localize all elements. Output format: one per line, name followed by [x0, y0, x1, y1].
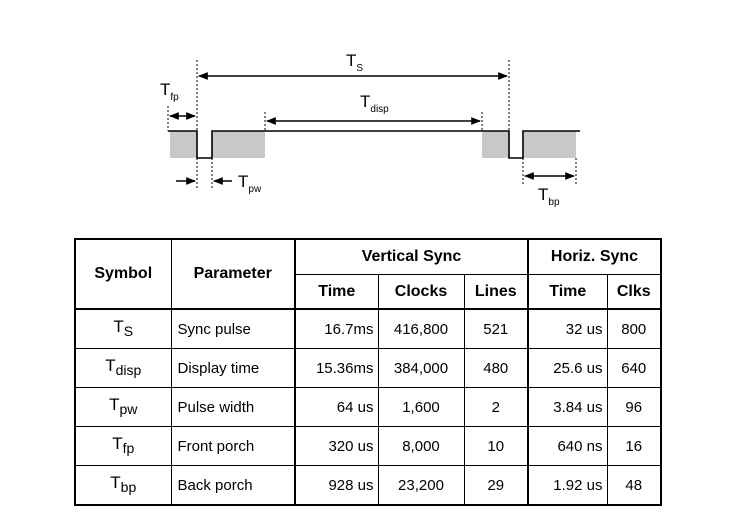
- v-time-cell: 928 us: [295, 466, 378, 506]
- header-v-time: Time: [295, 275, 378, 310]
- v-clocks-cell: 8,000: [378, 427, 464, 466]
- v-lines-cell: 480: [464, 349, 528, 388]
- v-time-cell: 64 us: [295, 388, 378, 427]
- v-clocks-cell: 384,000: [378, 349, 464, 388]
- header-v-clocks: Clocks: [378, 275, 464, 310]
- symbol-cell: $T_{fp}$: [75, 427, 171, 466]
- table-row: [75, 427, 661, 466]
- v-time-cell: 320 us: [295, 427, 378, 466]
- v-lines-cell: 10: [464, 427, 528, 466]
- header-parameter: Parameter: [171, 239, 295, 309]
- h-time-cell: 640 ns: [528, 427, 607, 466]
- v-lines-cell: 521: [464, 309, 528, 349]
- v-time-cell: 16.7ms: [295, 309, 378, 349]
- h-time-cell: 32 us: [528, 309, 607, 349]
- guide-lines: [168, 60, 576, 190]
- parameter-cell: Pulse width: [171, 388, 295, 427]
- header-v-lines: Lines: [464, 275, 528, 310]
- table-row: [75, 466, 661, 506]
- parameter-cell: Sync pulse: [171, 309, 295, 349]
- h-clks-cell: 640: [607, 349, 661, 388]
- v-time-cell: 15.36ms: [295, 349, 378, 388]
- table-row: [75, 388, 661, 427]
- header-vertical-sync: Vertical Sync: [295, 239, 528, 275]
- tdisp-label: $T_{disp}$: [360, 92, 389, 115]
- v-clocks-cell: 23,200: [378, 466, 464, 506]
- parameter-cell: Front porch: [171, 427, 295, 466]
- header-h-time: Time: [528, 275, 607, 310]
- front-porch-fill-right: [482, 131, 509, 158]
- tpw-label: $T_{pw}$: [238, 172, 262, 195]
- h-clks-cell: 48: [607, 466, 661, 506]
- h-time-cell: 3.84 us: [528, 388, 607, 427]
- symbol-cell: $T_{bp}$: [75, 466, 171, 506]
- table-row: [75, 309, 661, 349]
- ts-label: $T_S$: [346, 51, 364, 74]
- header-h-clks: Clks: [607, 275, 661, 310]
- tfp-label: $T_{fp}$: [160, 80, 179, 103]
- symbol-cell: $T_{pw}$: [75, 388, 171, 427]
- h-time-cell: 1.92 us: [528, 466, 607, 506]
- table-row: [75, 349, 661, 388]
- back-porch-fill-right: [523, 131, 576, 158]
- tbp-label: $T_{bp}$: [538, 185, 560, 208]
- symbol-cell: $T_S$: [75, 309, 171, 349]
- back-porch-fill-left: [212, 131, 265, 158]
- sync-timing-table: [74, 238, 662, 506]
- h-time-cell: 25.6 us: [528, 349, 607, 388]
- header-horiz-sync: Horiz. Sync: [528, 239, 661, 275]
- parameter-cell: Back porch: [171, 466, 295, 506]
- timing-diagram: [0, 0, 751, 230]
- h-clks-cell: 16: [607, 427, 661, 466]
- h-clks-cell: 800: [607, 309, 661, 349]
- header-symbol: Symbol: [75, 239, 171, 309]
- parameter-cell: Display time: [171, 349, 295, 388]
- h-clks-cell: 96: [607, 388, 661, 427]
- front-porch-fill-left: [170, 131, 197, 158]
- v-lines-cell: 29: [464, 466, 528, 506]
- v-clocks-cell: 416,800: [378, 309, 464, 349]
- v-lines-cell: 2: [464, 388, 528, 427]
- v-clocks-cell: 1,600: [378, 388, 464, 427]
- symbol-cell: $T_{disp}$: [75, 349, 171, 388]
